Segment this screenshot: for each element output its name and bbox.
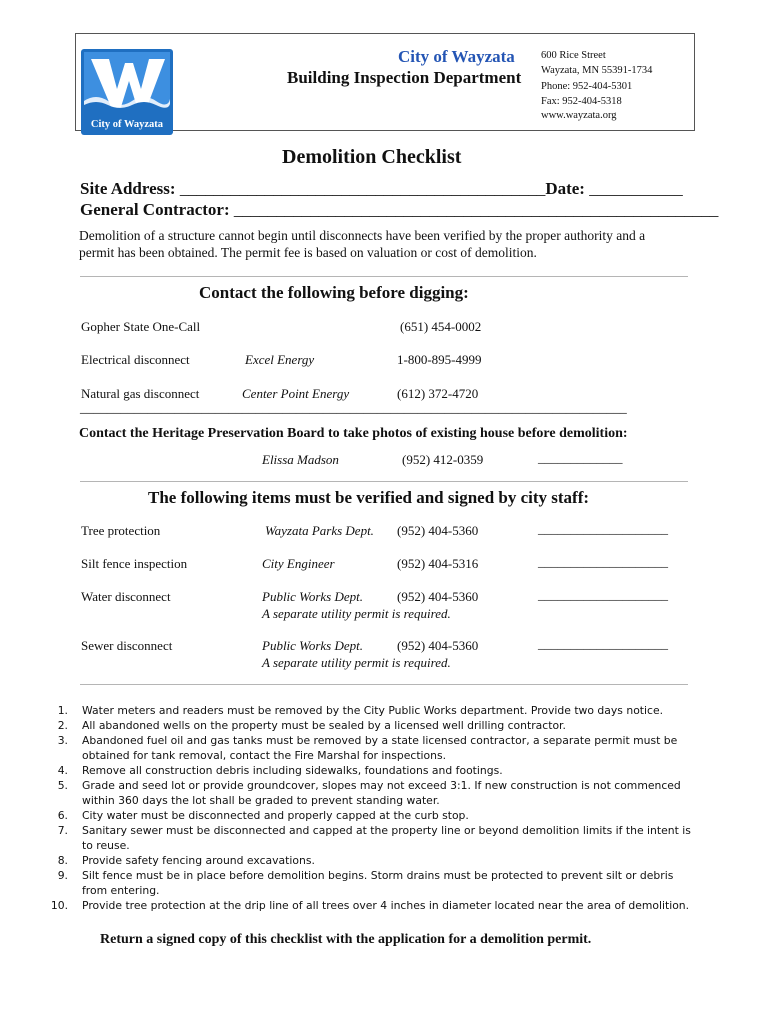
verify-row-phone: (952) 404-5360 bbox=[397, 589, 479, 604]
site-address-label: Site Address: bbox=[80, 179, 176, 198]
verify-row-label: Water disconnect bbox=[81, 589, 171, 604]
list-number: 1. bbox=[57, 704, 68, 717]
verify-signature-field[interactable]: ____________________ bbox=[538, 521, 668, 536]
divider bbox=[80, 481, 688, 482]
site-address-field[interactable]: ___________________________________________ bbox=[179, 179, 546, 198]
list-text: Provide tree protection at the drip line of all trees over 4 inches in diameter located near the area of demolition. bbox=[82, 899, 690, 912]
verify-signature-field[interactable]: ____________________ bbox=[538, 587, 668, 602]
list-text: Grade and seed lot or provide groundcover, slopes may not exceed 3:1. If new construction is not commenced bbox=[82, 779, 681, 792]
verify-row-label: Tree protection bbox=[81, 523, 161, 538]
verify-signature-field[interactable]: ____________________ bbox=[538, 636, 668, 651]
digging-row-label: Natural gas disconnect bbox=[81, 386, 200, 401]
date-label: Date: bbox=[545, 179, 585, 198]
verify-signature-field[interactable]: ____________________ bbox=[538, 554, 668, 569]
date-field[interactable]: ___________ bbox=[589, 179, 683, 198]
digging-row-label: Electrical disconnect bbox=[81, 352, 190, 367]
list-item bbox=[40, 808, 720, 823]
department-name: Building Inspection Department bbox=[287, 68, 522, 87]
list-item bbox=[40, 853, 720, 868]
list-number: 2. bbox=[57, 719, 68, 732]
intro-line: Demolition of a structure cannot begin until disconnects have been verified by the proper authority and a bbox=[79, 228, 646, 243]
verify-row-agency: City Engineer bbox=[262, 556, 335, 571]
heritage-instruction: Contact the Heritage Preservation Board to take photos of existing house before demolition: bbox=[79, 426, 628, 441]
list-text: Remove all construction debris including sidewalks, foundations and footings. bbox=[82, 764, 503, 777]
list-item bbox=[40, 868, 720, 898]
digging-row-phone: 1-800-895-4999 bbox=[397, 352, 482, 367]
website-link[interactable]: www.wayzata.org bbox=[541, 110, 617, 121]
list-text: obtained for tank removal, contact the Fire Marshal for inspections. bbox=[82, 749, 447, 762]
list-item bbox=[40, 763, 720, 778]
list-text: to reuse. bbox=[82, 839, 130, 852]
list-item bbox=[40, 703, 720, 718]
verify-row-phone: (952) 404-5360 bbox=[397, 523, 479, 538]
digging-row-label: Gopher State One-Call bbox=[81, 319, 201, 334]
list-number: 8. bbox=[57, 854, 68, 867]
address-line-2: Wayzata, MN 55391-1734 bbox=[541, 65, 653, 76]
digging-row-agency: Center Point Energy bbox=[242, 386, 350, 401]
list-item bbox=[40, 733, 720, 763]
list-text: Sanitary sewer must be disconnected and capped at the property line or beyond demolition limits if the intent is bbox=[82, 824, 691, 837]
heritage-contact: Elissa Madson bbox=[262, 452, 339, 467]
verify-row-phone: (952) 404-5360 bbox=[397, 638, 479, 653]
verify-row-note: A separate utility permit is required. bbox=[262, 655, 451, 670]
list-number: 3. bbox=[57, 734, 68, 747]
city-name: City of Wayzata bbox=[398, 47, 515, 66]
list-number: 7. bbox=[57, 824, 68, 837]
verify-row-agency: Public Works Dept. bbox=[262, 638, 363, 653]
list-number: 10. bbox=[50, 899, 68, 912]
list-item bbox=[40, 823, 720, 853]
contractor-row bbox=[80, 200, 718, 220]
verify-row-label: Silt fence inspection bbox=[81, 556, 188, 571]
list-number: 9. bbox=[57, 869, 68, 882]
verify-row-label: Sewer disconnect bbox=[81, 638, 173, 653]
logo-caption: City of Wayzata bbox=[90, 119, 164, 130]
list-text: All abandoned wells on the property must be sealed by a licensed well drilling contractor. bbox=[82, 719, 566, 732]
list-text: Water meters and readers must be removed by the City Public Works department. Provide two days notice. bbox=[82, 704, 664, 717]
verify-row-agency: Public Works Dept. bbox=[262, 589, 363, 604]
list-number: 6. bbox=[57, 809, 68, 822]
heritage-signature-field[interactable]: _____________ bbox=[538, 450, 623, 465]
list-item bbox=[40, 778, 720, 808]
digging-row-phone: (651) 454-0002 bbox=[400, 319, 482, 334]
list-text: within 360 days the lot shall be graded to prevent standing water. bbox=[82, 794, 440, 807]
section-separator: _________________________________________________________________________________ bbox=[80, 400, 627, 415]
list-number: 5. bbox=[57, 779, 68, 792]
footer-instruction: Return a signed copy of this checklist with the application for a demolition permit. bbox=[100, 932, 592, 947]
site-address-row bbox=[80, 179, 683, 199]
list-text: from entering. bbox=[82, 884, 160, 897]
list-text: City water must be disconnected and properly capped at the curb stop. bbox=[82, 809, 469, 822]
phone-line: Phone: 952-404-5301 bbox=[541, 81, 633, 92]
list-item bbox=[40, 718, 720, 733]
list-text: Silt fence must be in place before demolition begins. Storm drains must be protected to prevent silt or debris bbox=[82, 869, 674, 882]
intro-paragraph bbox=[79, 227, 645, 261]
list-text: Provide safety fencing around excavations. bbox=[82, 854, 315, 867]
verify-row-note: A separate utility permit is required. bbox=[262, 606, 451, 621]
contractor-field[interactable]: _________________________________________________________ bbox=[233, 200, 719, 219]
requirements-list bbox=[40, 703, 720, 913]
list-number: 4. bbox=[57, 764, 68, 777]
divider bbox=[80, 684, 688, 685]
heritage-phone: (952) 412-0359 bbox=[402, 452, 484, 467]
digging-heading: Contact the following before digging: bbox=[199, 283, 469, 302]
address-line-1: 600 Rice Street bbox=[541, 50, 606, 61]
intro-line: permit has been obtained. The permit fee is based on valuation or cost of demolition. bbox=[79, 245, 537, 260]
digging-row-phone: (612) 372-4720 bbox=[397, 386, 479, 401]
list-text: Abandoned fuel oil and gas tanks must be removed by a state licensed contractor, a separate permit must be bbox=[82, 734, 678, 747]
contractor-label: General Contractor: bbox=[80, 200, 230, 219]
verify-heading: The following items must be verified and signed by city staff: bbox=[148, 488, 590, 507]
page-title: Demolition Checklist bbox=[282, 146, 462, 168]
fax-line: Fax: 952-404-5318 bbox=[541, 96, 622, 107]
list-item bbox=[40, 898, 720, 913]
verify-row-agency: Wayzata Parks Dept. bbox=[265, 523, 374, 538]
digging-row-agency: Excel Energy bbox=[245, 352, 315, 367]
divider bbox=[80, 276, 688, 277]
city-logo-icon bbox=[81, 49, 173, 135]
verify-row-phone: (952) 404-5316 bbox=[397, 556, 479, 571]
